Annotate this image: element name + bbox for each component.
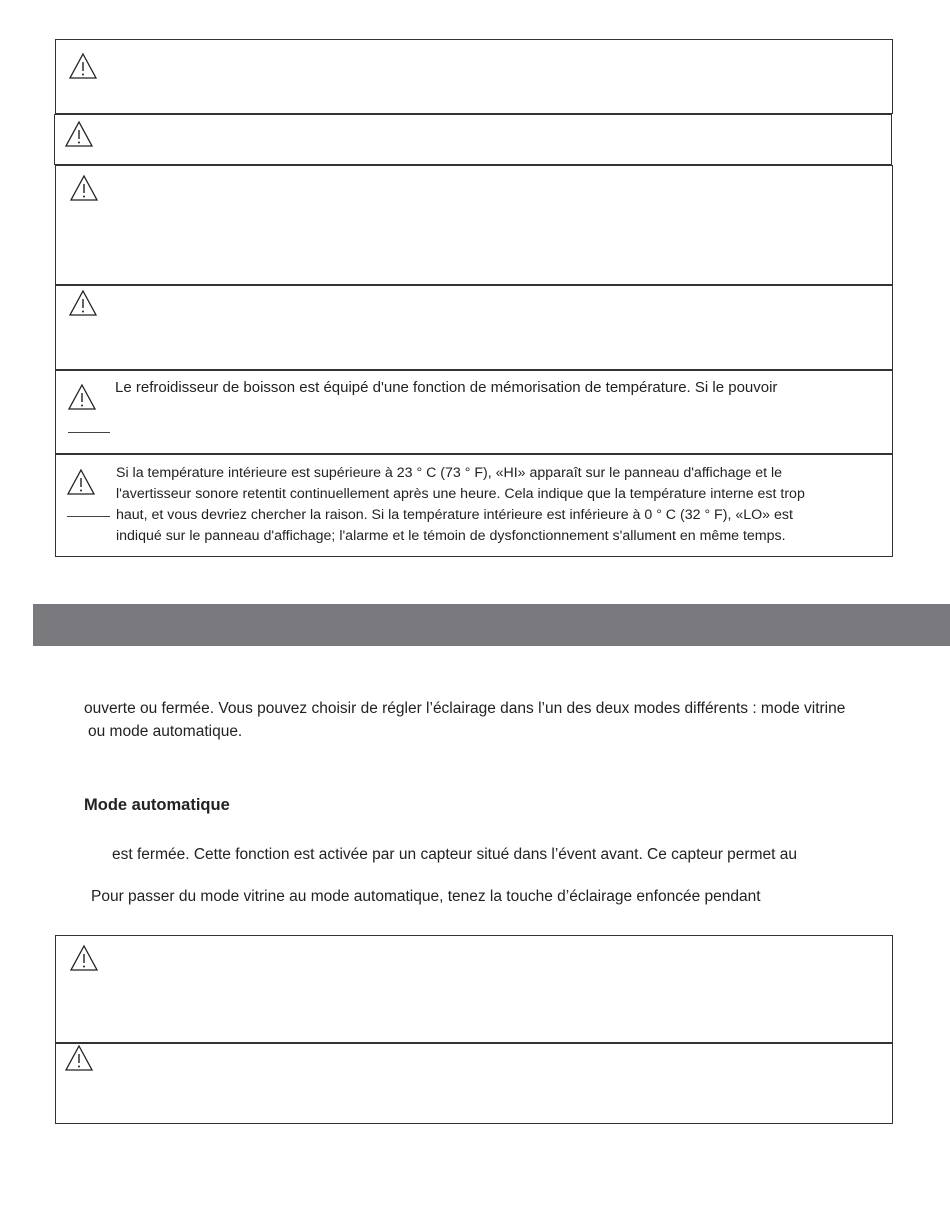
warning-box-3 (55, 165, 893, 285)
section-header-bar (33, 604, 950, 646)
warning-box-1 (55, 39, 893, 114)
warning-triangle-icon (69, 944, 99, 972)
warning-box-7 (55, 935, 893, 1043)
auto-mode-heading: Mode automatique (84, 796, 230, 814)
warning-text-line: indiqué sur le panneau d'affichage; l'alarme et le témoin de dysfonctionnement s'allument en même temps. (116, 528, 786, 544)
lighting-paragraph-line: ouverte ou fermée. Vous pouvez choisir de régler l’éclairage dans l’un des deux modes différents : mode vitrine (84, 700, 846, 717)
warning-triangle-icon (67, 383, 97, 411)
separator-line (67, 516, 110, 517)
warning-box-5 (55, 370, 893, 454)
warning-text-line: haut, et vous devriez chercher la raison. Si la température intérieure est inférieure à 0 ° C (32 ° F), «LO» est (116, 507, 793, 523)
auto-mode-paragraph-line: Pour passer du mode vitrine au mode automatique, tenez la touche d’éclairage enfoncée pendant (91, 888, 761, 905)
warning-triangle-icon (68, 52, 98, 80)
warning-triangle-icon (66, 468, 96, 496)
warning-triangle-icon (69, 174, 99, 202)
warning-box-8 (55, 1043, 893, 1124)
separator-line (68, 432, 110, 433)
warning-triangle-icon (64, 1044, 94, 1072)
warning-text-line: l'avertisseur sonore retentit continuellement après une heure. Cela indique que la température interne est trop (116, 486, 805, 502)
warning-box-2 (54, 114, 892, 165)
warning-text-line: Si la température intérieure est supérieure à 23 ° C (73 ° F), «HI» apparaît sur le panneau d'affichage et le (116, 465, 783, 481)
warning-triangle-icon (68, 289, 98, 317)
lighting-paragraph-line: ou mode automatique. (88, 723, 243, 740)
warning-box-6 (55, 454, 893, 557)
warning-box-4 (55, 285, 893, 370)
warning-text-line: Le refroidisseur de boisson est équipé d'une fonction de mémorisation de température. Si le pouvoir (115, 379, 778, 396)
warning-triangle-icon (64, 120, 94, 148)
auto-mode-paragraph-line: est fermée. Cette fonction est activée par un capteur situé dans l’évent avant. Ce capteur permet au (112, 846, 797, 863)
